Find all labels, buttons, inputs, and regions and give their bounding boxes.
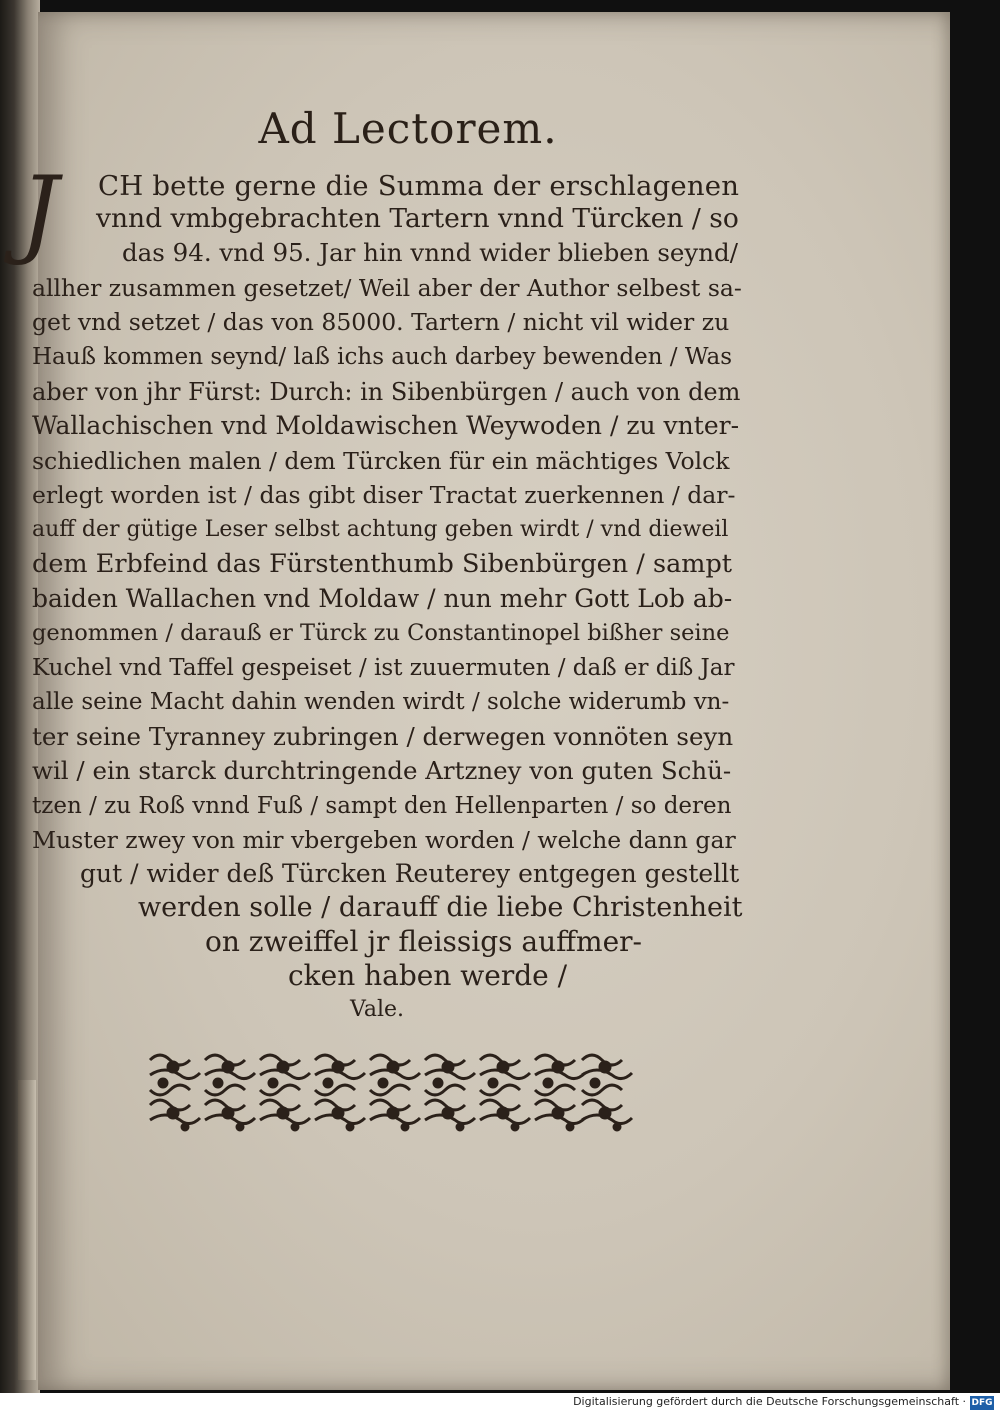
text-line: gut / wider deß Türcken Reuterey entgegen gestellt xyxy=(80,859,740,888)
text-line: on zweiffel jr fleissigs auffmer- xyxy=(205,925,642,958)
text-line: Hauß kommen seynd/ laß ichs auch darbey bewenden / Was xyxy=(32,344,733,370)
footer-bar xyxy=(0,1393,1000,1414)
text-line: wil / ein starck durchtringende Artzney von guten Schü- xyxy=(32,756,732,785)
text-line: auff der gütige Leser selbst achtung geben wirdt / vnd dieweil xyxy=(32,517,729,542)
text-line: genommen / darauß er Türck zu Constantinopel bißher seine xyxy=(32,620,730,646)
text-line: get vnd setzet / das von 85000. Tartern / nicht vil wider zu xyxy=(32,308,730,336)
text-line: schiedlichen malen / dem Türcken für ein mächtiges Volck xyxy=(32,447,730,475)
page-title: Ad Lectorem. xyxy=(258,104,558,153)
text-line: Muster zwey von mir vbergeben worden / welche dann gar xyxy=(32,826,736,854)
text-line: baiden Wallachen vnd Moldaw / nun mehr Gott Lob ab- xyxy=(32,584,733,613)
page-edges xyxy=(18,1080,36,1380)
text-line: alle seine Macht dahin wenden wirdt / solche widerumb vn- xyxy=(32,689,730,715)
text-line: Vale. xyxy=(350,997,405,1022)
text-line: ter seine Tyranney zubringen / derwegen vonnöten seyn xyxy=(32,722,734,751)
text-line: erlegt worden ist / das gibt diser Tractat zuerkennen / dar- xyxy=(32,481,736,509)
funding-credit: Digitalisierung gefördert durch die Deutsche Forschungsgemeinschaft · xyxy=(573,1395,966,1408)
text-line: cken haben werde / xyxy=(288,959,568,992)
text-line: Kuchel vnd Taffel gespeiset / ist zuuermuten / daß er diß Jar xyxy=(32,655,735,681)
drop-initial: J xyxy=(20,156,59,268)
text-line: das 94. vnd 95. Jar hin vnnd wider blieben seynd/ xyxy=(122,238,738,267)
text-line: Wallachischen vnd Moldawischen Weywoden / zu vnter- xyxy=(32,411,740,440)
text-line: vnnd vmbgebrachten Tartern vnnd Türcken / so xyxy=(96,203,739,234)
text-line: tzen / zu Roß vnnd Fuß / sampt den Hellenparten / so deren xyxy=(32,793,732,819)
dfg-logo: DFG xyxy=(971,1398,993,1408)
text-line: allher zusammen gesetzet/ Weil aber der Author selbest sa- xyxy=(32,274,742,302)
text-line: CH bette gerne die Summa der erschlagenen xyxy=(98,170,740,202)
text-line: dem Erbfeind das Fürstenthumb Sibenbürgen / sampt xyxy=(32,549,733,579)
text-line: aber von jhr Fürst: Durch: in Sibenbürgen / auch von dem xyxy=(32,378,741,406)
ornament-border xyxy=(145,1045,635,1135)
text-line: werden solle / darauff die liebe Christenheit xyxy=(138,892,743,923)
